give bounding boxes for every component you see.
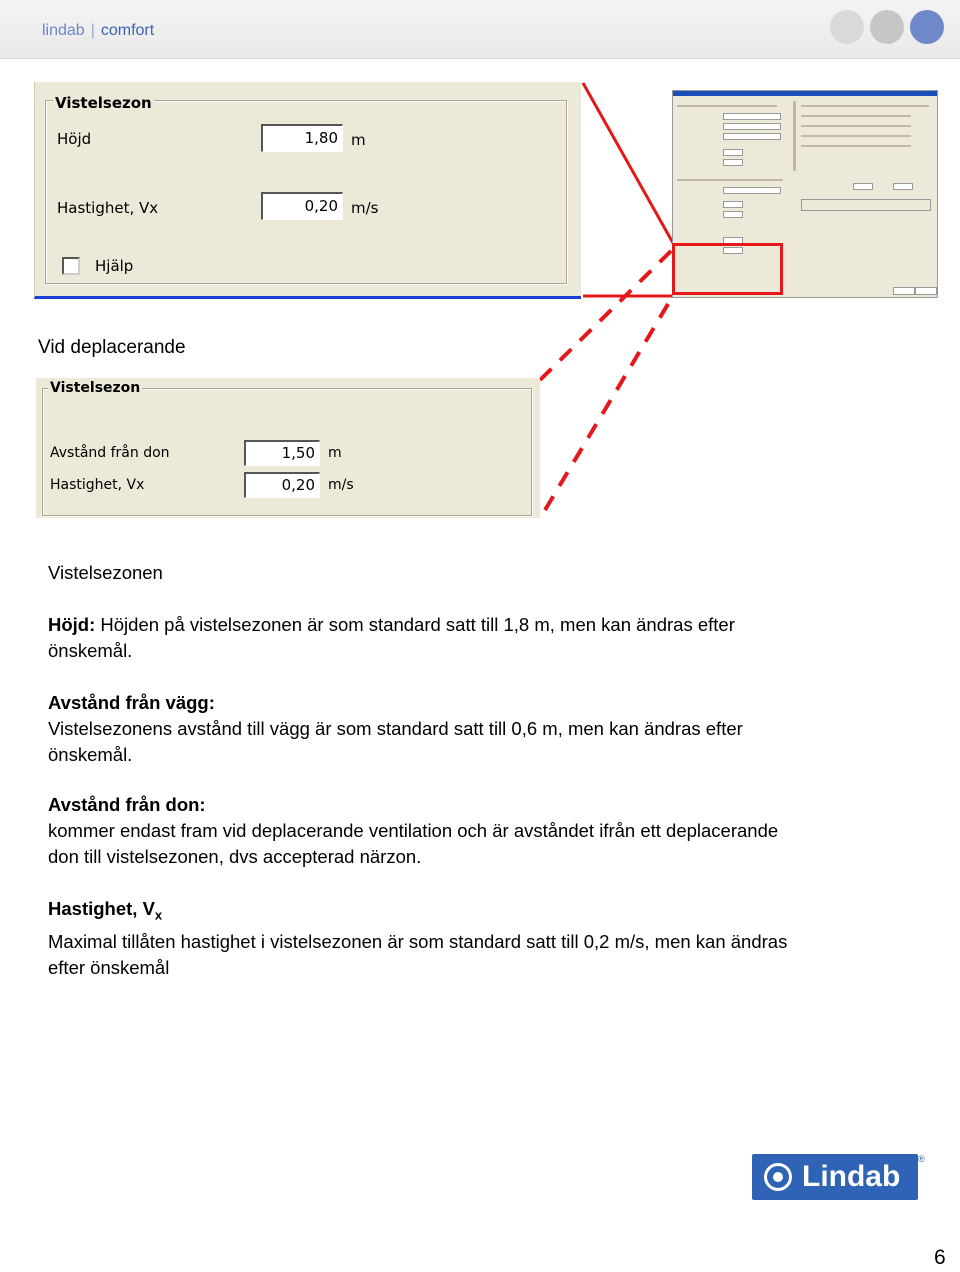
- distance-unit: m: [328, 445, 342, 461]
- window-titlebar: [673, 91, 937, 96]
- hojd-label: Höjd:: [48, 614, 96, 635]
- lindab-logo: [752, 1154, 918, 1200]
- page-number: 6: [934, 1246, 946, 1269]
- speed-input[interactable]: 0,20: [261, 192, 343, 220]
- height-label: Höjd: [57, 130, 92, 148]
- lindab-mark-icon: [764, 1163, 792, 1191]
- height-input[interactable]: 1,80: [261, 124, 343, 152]
- logo-text: Lindab: [802, 1160, 901, 1193]
- vagg-line2: önskemål.: [48, 744, 133, 765]
- vagg-paragraph: [48, 690, 928, 768]
- hastighet-paragraph: [48, 896, 948, 981]
- don-line1: kommer endast fram vid deplacerande ventilation och är avståndet ifrån ett deplacerande: [48, 820, 779, 841]
- highlight-frame: [672, 243, 783, 295]
- help-label: Hjälp: [95, 257, 134, 275]
- hastighet-label: Hastighet, V: [48, 898, 155, 919]
- don-label: Avstånd från don:: [48, 794, 206, 815]
- hojd-text: Höjden på vistelsezonen är som standard satt till 1,8 m, men kan ändras efter: [95, 614, 735, 635]
- don-paragraph: [48, 792, 948, 870]
- callout-line-dashed-bottom: [545, 294, 674, 510]
- height-unit: m: [351, 131, 366, 149]
- vagg-label: Avstånd från vägg:: [48, 692, 215, 713]
- hastighet-line2: efter önskemål: [48, 956, 170, 978]
- section-caption: Vid deplacerande: [38, 337, 186, 358]
- deplacerande-dialog: [36, 378, 540, 518]
- distance-input[interactable]: 1,50: [244, 440, 320, 466]
- group-legend: Vistelsezon: [55, 94, 152, 112]
- speed-label: Hastighet, Vx: [57, 199, 159, 217]
- distance-label: Avstånd från don: [50, 445, 170, 461]
- vagg-line1: Vistelsezonens avstånd till vägg är som standard satt till 0,6 m, men kan ändras efter: [48, 718, 743, 739]
- hastighet-line1: Maximal tillåten hastighet i vistelsezonen är som standard satt till 0,2 m/s, men kan ändras: [48, 930, 788, 952]
- section-title: Vistelsezonen: [48, 562, 163, 583]
- registered-mark: ®: [918, 1154, 925, 1164]
- callout-line-solid-top: [583, 83, 673, 243]
- hojd-paragraph: [48, 612, 928, 664]
- brand-separator: |: [90, 22, 95, 39]
- group-legend-2: Vistelsezon: [50, 380, 141, 396]
- speed-input-2[interactable]: 0,20: [244, 472, 320, 498]
- speed-unit-2: m/s: [328, 477, 354, 493]
- hojd-text-2: önskemål.: [48, 640, 133, 661]
- product-name: comfort: [100, 22, 155, 39]
- speed-unit: m/s: [351, 199, 379, 217]
- callout-line-dashed-top: [540, 248, 674, 380]
- speed-label-2: Hastighet, Vx: [50, 477, 145, 493]
- don-line2: don till vistelsezonen, dvs accepterad närzon.: [48, 846, 422, 867]
- brand-name: lindab: [42, 22, 85, 39]
- hastighet-subscript: x: [154, 907, 163, 923]
